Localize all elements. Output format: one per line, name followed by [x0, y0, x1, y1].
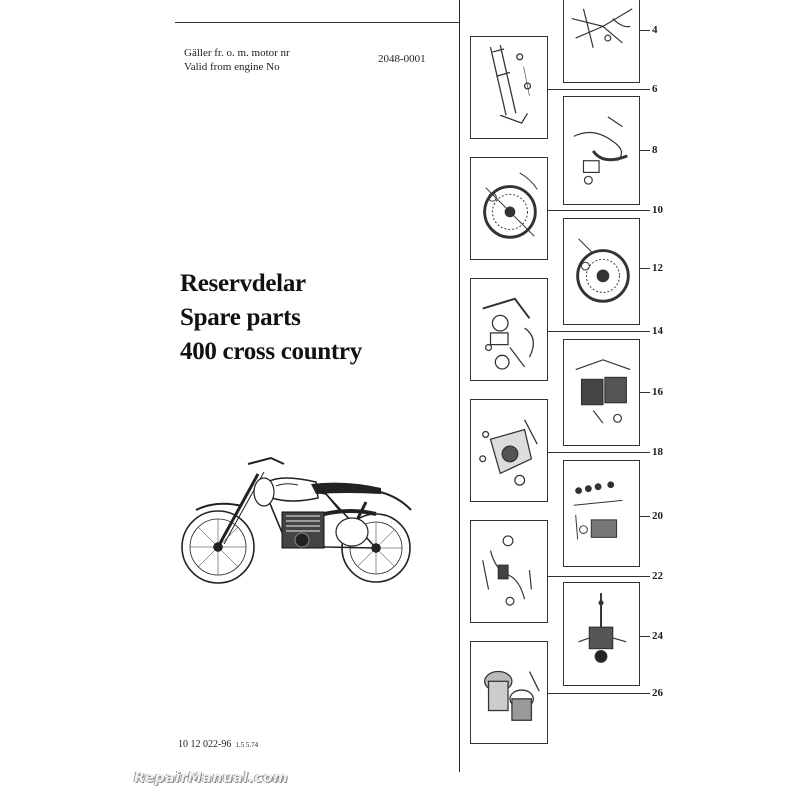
page-number-8: 8	[652, 144, 658, 156]
connector-line	[548, 452, 650, 453]
title-swedish: Reservdelar	[180, 270, 306, 297]
thumbnail-rear-wheel	[563, 218, 640, 325]
thumbnail-cylinder	[563, 339, 640, 446]
connector-line	[548, 210, 650, 211]
catalog-title	[180, 267, 362, 369]
engine-number: 2048-0001	[378, 53, 426, 65]
connector-line	[548, 693, 650, 694]
page-number-14: 14	[652, 325, 663, 337]
page-number-22: 22	[652, 570, 663, 582]
connector-line	[640, 636, 650, 637]
page-number-10: 10	[652, 204, 663, 216]
repairmanual-watermark: RepairManual.com	[134, 770, 289, 786]
document-number: 10 12 022-96	[178, 739, 232, 750]
thumbnail-frame	[563, 0, 640, 83]
validity-swedish: Gäller fr. o. m. motor nr	[184, 47, 290, 59]
connector-line	[640, 30, 650, 31]
thumbnail-clutch	[470, 641, 548, 744]
page-number-18: 18	[652, 446, 663, 458]
connector-line	[640, 150, 650, 151]
connector-line	[640, 268, 650, 269]
connector-line	[548, 576, 650, 577]
thumbnail-crankcase	[470, 399, 548, 502]
page-number-20: 20	[652, 510, 663, 522]
document-reference	[178, 739, 258, 750]
thumbnail-gearbox	[563, 460, 640, 567]
vertical-divider	[459, 0, 460, 772]
page-number-4: 4	[652, 24, 658, 36]
connector-line	[640, 392, 650, 393]
thumbnail-front-fork	[470, 36, 548, 139]
title-english: Spare parts	[180, 304, 301, 331]
connector-line	[548, 331, 650, 332]
validity-english: Valid from engine No	[184, 61, 280, 73]
page-number-26: 26	[652, 687, 663, 699]
page-number-24: 24	[652, 630, 663, 642]
thumbnail-rear-brake	[470, 278, 548, 381]
title-model: 400 cross country	[180, 338, 362, 365]
engine-validity-note	[184, 46, 290, 74]
thumbnail-electrical	[470, 520, 548, 623]
connector-line	[640, 516, 650, 517]
thumbnail-carburettor	[563, 582, 640, 686]
motorcycle-illustration	[176, 452, 416, 602]
connector-line	[548, 89, 650, 90]
page-number-16: 16	[652, 386, 663, 398]
document-revision: 1.5 5.74	[235, 741, 259, 749]
page-number-6: 6	[652, 83, 658, 95]
top-rule	[175, 22, 459, 23]
page-number-12: 12	[652, 262, 663, 274]
thumbnail-front-wheel	[470, 157, 548, 260]
thumbnail-controls-cables	[563, 96, 640, 205]
